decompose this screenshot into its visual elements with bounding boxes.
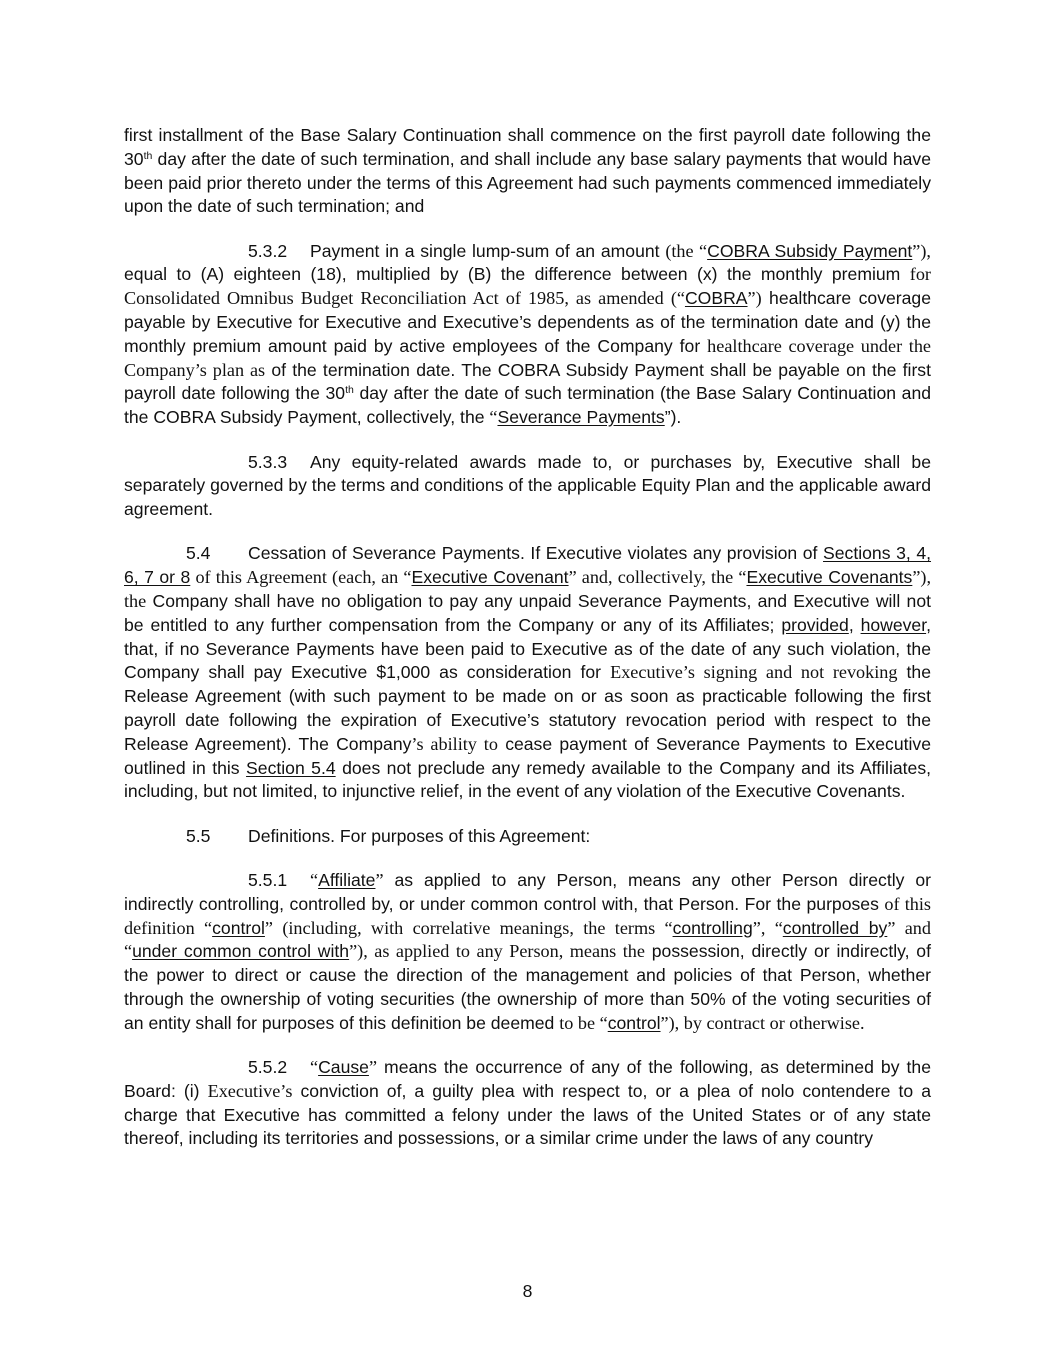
text-run: of this Agreement (each, an “ [190,567,412,588]
defined-term: Severance Payments [497,407,665,428]
text-run: day after the date of such termination (the Base Salary Continuation and the COBRA Subsidy Payment, collectively, the [124,383,932,428]
section-number: 5.4 [186,543,211,564]
text-run: Executive’s signing and not revoking [610,662,898,683]
text-run: of the termination date. The COBRA Subsidy Payment shall be payable on the first payroll date following the 30 [124,359,931,404]
text-run: ” [368,1057,378,1078]
text-run: equal to (A) eighteen (18), multiplied by (B) the difference between (x) the monthly premium [124,264,910,285]
section-heading: Cessation of Severance Payments. [248,543,525,564]
ordinal-suffix: th [345,384,354,397]
text-run: the Release Agreement (with such payment to be made on or as soon as practicable following the first payroll date following the expiration of Executive’s statutory revocation period with respect to the Release Agreement). The Company [124,662,931,754]
section-number: 5.5.1 [248,870,288,891]
text-run: possession, directly or indirectly, of the power to direct or cause the direction of the management and policies of that Person, whether through the ownership of voting securities (the ownership of more than 50% of the voting securities of an entity shall for purposes of this definition be deemed [124,941,931,1033]
text-run: ’s ability to [411,733,498,754]
text-run: means the occurrence of any of the following, as determined by the Board: (i) [124,1057,931,1101]
paragraph-continuation [124,124,931,219]
page-number: 8 [522,1281,533,1301]
defined-term: COBRA Subsidy Payment [707,240,913,261]
text-run: (the “ [665,240,708,261]
text-run: “ [310,870,319,891]
text-run: healthcare coverage under the Company’s plan as [124,335,931,380]
text-run: ”) [747,288,762,309]
section-reference: Section 5.4 [246,757,336,778]
text-run: ” and, collectively, the “ [568,567,747,588]
defined-term: controlled by [782,917,888,938]
section-heading: Definitions. [248,825,336,846]
text-run: ”, “ [752,917,783,938]
text-run: ” (including, with correlative meanings, the terms “ [264,917,673,938]
section-number: 5.3.3 [248,451,288,472]
paragraph-5-3-3 [124,451,931,522]
defined-term: control [607,1012,661,1033]
text-run: for Consolidated Omnibus Budget Reconciliation Act of 1985, as amended (“ [124,264,931,309]
text-run: For purposes of this Agreement: [335,825,591,846]
text-run: first installment of the Base Salary Continuation shall commence on the first payroll date following the 30 [124,125,931,169]
section-number: 5.5 [186,825,211,846]
defined-term: COBRA [684,288,748,309]
defined-term: Executive Covenants [746,567,913,588]
defined-term: controlling [672,917,753,938]
section-reference: Sections 3, 4, 6, 7 or 8 [124,543,932,588]
text-run: , that, if no Severance Payments have been paid to Executive as of the date of any such violation, the Company shall pay Executive $1,000 as consideration for [124,614,931,683]
text-run: ” [375,870,384,891]
text-run: Company shall have no obligation to pay any unpaid Severance Payments, and Executive will not be entitled to any further compensation from the Company or any of its Affiliates; [124,591,931,635]
paragraph-5-3-2 [124,240,931,430]
ordinal-suffix: th [143,149,153,162]
text-run: of this definition “ [124,893,931,938]
text-run: does not preclude any remedy available to the Company and its Affiliates, including, but not limited, to injunctive relief, in the event of any violation of the Executive Covenants. [124,757,932,802]
text-run: day after the date of such termination, and shall include any base salary payments that would have been paid prior thereto under the terms of this Agreement had such payments commenced immediately upon the date of such termination; and [124,148,931,217]
text-run: “ [489,407,498,428]
text-run: “ [310,1057,319,1078]
text-run: conviction of, a guilty plea with respect to, or a plea of nolo contendere to a charge that Executive has committed a felony under the laws of the United States or of any state thereof, including its territories and possessions, or a similar crime under the laws of any country [124,1080,931,1149]
text-run: ”). [664,407,682,428]
paragraph-5-5-1 [124,869,931,1036]
text-run: to be “ [559,1012,608,1033]
paragraph-5-5 [124,825,931,849]
paragraph-5-4 [124,542,931,804]
text-run: healthcare coverage payable by Executive for Executive and Executive’s dependents as of the termination date and (y) the monthly premium amount paid by active employees of the Company for [124,288,931,356]
defined-term: however [860,614,927,635]
text-run: Executive’s [207,1080,293,1101]
document-body [124,124,931,1172]
text-run: ”), [912,240,931,261]
text-run: ”), the [124,567,932,612]
text-run: as applied to any Person, means any other Person directly or indirectly controlling, controlled by, or under common control with, that Person. For the purposes [124,870,931,914]
text-run: , [848,614,861,635]
defined-term: provided [781,614,849,635]
defined-term: under common control with [132,941,350,962]
section-number: 5.5.2 [248,1057,288,1078]
text-run: cease payment of Severance Payments to Executive outlined in this [124,733,932,778]
text-run: ”), by contract or otherwise. [660,1012,865,1033]
section-number: 5.3.2 [248,240,288,261]
paragraph-5-5-2 [124,1056,931,1151]
defined-term: Cause [318,1057,369,1078]
defined-term: control [212,917,265,938]
text-run: ”), as applied to any Person, means the [349,941,645,962]
text-run: If Executive violates any provision of [524,543,824,564]
text-run: ” and “ [124,917,931,962]
defined-term: Affiliate [318,870,376,891]
text-run: Any equity-related awards made to, or purchases by, Executive shall be separately governed by the terms and conditions of the applicable Equity Plan and the applicable award agreement. [124,451,931,520]
defined-term: Executive Covenant [411,567,569,588]
text-run: Payment in a single lump-sum of an amount [310,240,666,261]
